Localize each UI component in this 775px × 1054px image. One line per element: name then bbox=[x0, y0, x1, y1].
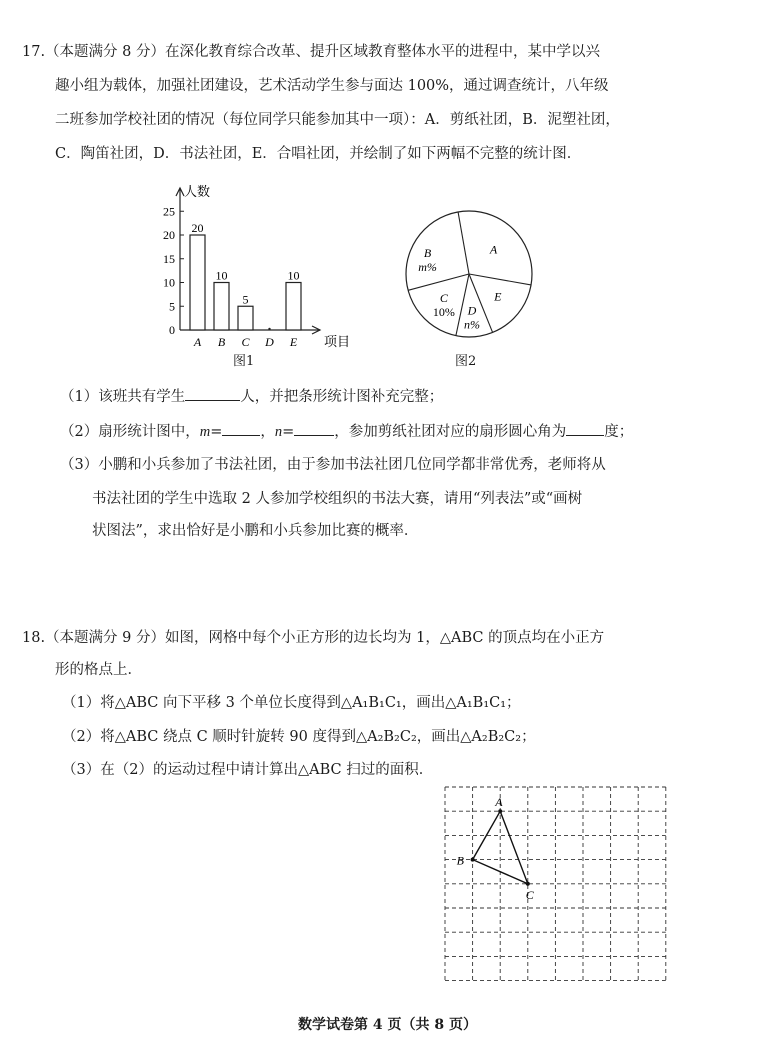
q17-line4: C．陶笛社团，D．书法社团，E．合唱社团，并绘制了如下两幅不完整的统计图． bbox=[55, 146, 582, 162]
pie-slice-value: m% bbox=[418, 259, 437, 274]
eq-sign-m: = bbox=[210, 424, 223, 440]
vertex-dot bbox=[498, 809, 502, 813]
x-tick-label: C bbox=[241, 335, 250, 349]
q18-line2: 形的格点上． bbox=[55, 662, 142, 678]
pie-slice-label: A bbox=[489, 242, 498, 257]
q17-line2: 趣小组为载体，加强社团建设，艺术活动学生参与面达 100%，通过调查统计，八年级 bbox=[55, 78, 609, 94]
x-tick-label: A bbox=[193, 335, 202, 349]
bar bbox=[214, 283, 229, 331]
q17-sub3-line1: （3）小鹏和小兵参加了书法社团，由于参加书法社团几位同学都非常优秀，老师将从 bbox=[60, 457, 606, 473]
answer-blank-n[interactable] bbox=[294, 421, 334, 436]
pie-slice-label: D bbox=[467, 303, 477, 318]
vertex-dot bbox=[526, 882, 530, 886]
empty-bar-marker bbox=[268, 328, 270, 330]
pie-slice-label: C bbox=[439, 290, 448, 305]
x-tick-label: D bbox=[265, 335, 274, 349]
x-tick-label: E bbox=[289, 335, 298, 349]
pie-chart bbox=[400, 208, 540, 343]
eq-sign-n: = bbox=[282, 424, 295, 440]
pie-slice-label: B bbox=[423, 245, 432, 260]
grid-figure[interactable] bbox=[440, 782, 672, 987]
q17-line1: 17.（本题满分 8 分）在深化教育综合改革、提升区域教育整体水平的进程中，某中学以兴 bbox=[22, 44, 600, 60]
bar-data-label: 10 bbox=[287, 268, 300, 283]
q17-line3: 二班参加学校社团的情况（每位同学只能参加其中一项）：A．剪纸社团，B．泥塑社团， bbox=[55, 112, 620, 128]
bar bbox=[238, 306, 253, 330]
q18-line1: 18.（本题满分 9 分）如图，网格中每个小正方形的边长均为 1，△ABC 的顶点均在小正方 bbox=[22, 630, 605, 646]
vertex-label-b: B bbox=[456, 853, 464, 868]
x-axis-label: 项目 bbox=[324, 334, 350, 349]
q18-sub3: （3）在（2）的运动过程中请计算出△ABC 扫过的面积． bbox=[62, 762, 434, 778]
answer-blank-total[interactable] bbox=[185, 386, 240, 401]
fig2-caption: 图2 bbox=[455, 354, 477, 369]
bar-data-label: 20 bbox=[191, 221, 204, 235]
comma: ， bbox=[260, 424, 275, 440]
var-n: n bbox=[274, 424, 283, 440]
bar bbox=[286, 283, 301, 331]
vertex-label-c: C bbox=[525, 887, 534, 902]
bar bbox=[190, 235, 205, 330]
q17-sub1 bbox=[60, 386, 443, 407]
y-axis-label: 人数 bbox=[184, 184, 211, 199]
q18-sub1: （1）将△ABC 向下平移 3 个单位长度得到△A₁B₁C₁，画出△A₁B₁C₁； bbox=[62, 695, 521, 711]
answer-blank-m[interactable] bbox=[222, 421, 260, 436]
q17-sub2-text-c: 度； bbox=[604, 424, 634, 440]
q17-sub3-line2: 书法社团的学生中选取 2 人参加学校组织的书法大赛，请用“列表法”或“画树 bbox=[92, 491, 583, 507]
y-tick-label: 0 bbox=[169, 323, 175, 337]
vertex-dot bbox=[471, 858, 475, 862]
y-tick-label: 25 bbox=[163, 204, 175, 219]
q17-sub1-text-a: （1）该班共有学生 bbox=[60, 389, 186, 405]
y-tick-label: 15 bbox=[163, 251, 175, 266]
bar-data-label: 10 bbox=[215, 268, 228, 283]
q17-sub2-text-b: ，参加剪纸社团对应的扇形圆心角为 bbox=[334, 424, 567, 440]
x-tick-label: B bbox=[217, 335, 226, 349]
q17-sub3-line3: 状图法”，求出恰好是小鹏和小兵参加比赛的概率． bbox=[92, 523, 419, 539]
q18-sub2: （2）将△ABC 绕点 C 顺时针旋转 90 度得到△A₂B₂C₂，画出△A₂B₂C₂； bbox=[62, 729, 536, 745]
answer-blank-angle[interactable] bbox=[566, 421, 604, 436]
y-tick-label: 10 bbox=[163, 275, 175, 290]
var-m: m bbox=[199, 424, 211, 440]
page-footer: 数学试卷第 4 页（共 8 页） bbox=[298, 1017, 477, 1033]
q17-sub1-text-b: 人，并把条形统计图补充完整； bbox=[240, 389, 444, 405]
pie-slice-label: E bbox=[494, 289, 502, 304]
vertex-label-a: A bbox=[495, 795, 503, 810]
fig1-caption: 图1 bbox=[233, 354, 255, 369]
pie-slice-value: n% bbox=[463, 317, 480, 332]
bar-chart bbox=[140, 178, 350, 373]
q17-sub2 bbox=[60, 421, 633, 442]
y-tick-label: 5 bbox=[169, 299, 175, 314]
bar-data-label: 5 bbox=[242, 292, 249, 307]
y-tick-label: 20 bbox=[163, 228, 175, 242]
q17-sub2-text-a: （2）扇形统计图中， bbox=[60, 424, 200, 440]
pie-slice-value: 10% bbox=[432, 304, 455, 319]
